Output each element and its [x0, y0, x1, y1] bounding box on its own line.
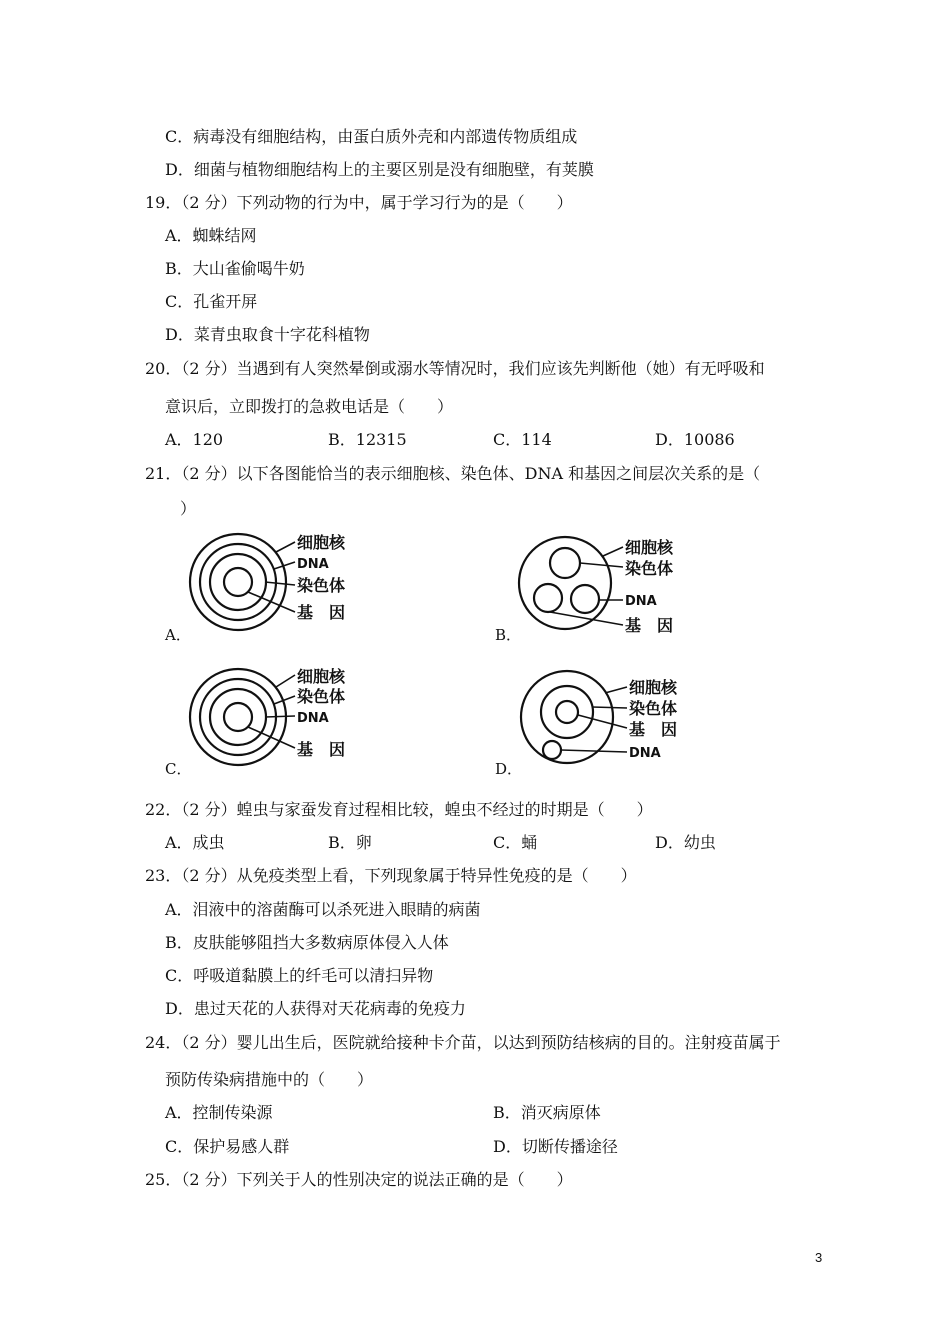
gene-circle	[224, 568, 252, 596]
q21-figure-b-letter: B．	[495, 626, 522, 644]
q24-stem-line2: 预防传染病措施中的（ ）	[165, 1070, 374, 1089]
dna-circle	[543, 741, 561, 759]
dna-circle	[534, 584, 562, 612]
q23-option-b: B．皮肤能够阻挡大多数病原体侵入人体	[165, 933, 449, 952]
q19-option-d: D．菜青虫取食十字花科植物	[165, 325, 370, 344]
q24-stem-line1: 24．（2 分）婴儿出生后，医院就给接种卡介苗，以达到预防结核病的目的。注射疫苗属于	[145, 1033, 781, 1052]
pointer-line	[276, 675, 295, 687]
q19-option-b: B．大山雀偷喝牛奶	[165, 259, 305, 278]
pointer-line	[578, 715, 627, 728]
q21-figure-b	[510, 525, 700, 640]
q24-option-b: B．消灭病原体	[493, 1103, 601, 1122]
pointer-line	[276, 542, 295, 552]
pointer-line	[265, 716, 295, 717]
chromosome-circle	[541, 686, 593, 738]
pointer-line	[248, 727, 295, 748]
q21-figure-d	[510, 660, 700, 775]
label-nucleus: 细胞核	[629, 678, 678, 697]
label-gene: 基 因	[625, 616, 674, 635]
q22-option-b: B．卵	[328, 833, 372, 852]
q21-stem-line1: 21．（2 分）以下各图能恰当的表示细胞核、染色体、DNA 和基因之间层次关系的是（	[145, 464, 761, 483]
q22-option-a: A．成虫	[165, 833, 225, 852]
chromosome-circle	[210, 554, 266, 610]
q20-stem-line2: 意识后，立即拨打的急救电话是（ ）	[165, 397, 454, 416]
q20-option-d: D．10086	[655, 430, 735, 449]
q20-option-b: B．12315	[328, 430, 407, 449]
pointer-line	[580, 563, 623, 567]
q19-option-c: C．孔雀开屏	[165, 292, 258, 311]
pointer-line	[605, 687, 627, 693]
pointer-line	[248, 592, 295, 612]
q24-option-d: D．切断传播途径	[493, 1137, 618, 1156]
label-dna: DNA	[625, 594, 657, 609]
gene-circle	[571, 585, 599, 613]
q21-figure-a	[180, 525, 370, 640]
pointer-line	[265, 582, 295, 585]
label-nucleus: 细胞核	[297, 667, 346, 686]
q23-option-c: C．呼吸道黏膜上的纤毛可以清扫异物	[165, 966, 434, 985]
label-nucleus: 细胞核	[297, 533, 346, 552]
label-chromosome: 染色体	[297, 687, 346, 706]
label-chromosome: 染色体	[625, 559, 674, 578]
q21-figure-d-letter: D．	[495, 760, 523, 778]
prev-option-c: C．病毒没有细胞结构，由蛋白质外壳和内部遗传物质组成	[165, 127, 578, 146]
q21-figure-a-letter: A．	[165, 626, 191, 644]
gene-circle	[224, 703, 252, 731]
dna-circle	[200, 544, 276, 620]
q23-option-a: A．泪液中的溶菌酶可以杀死进入眼睛的病菌	[165, 900, 481, 919]
q19-option-a: A．蜘蛛结网	[165, 226, 257, 245]
q20-option-c: C．114	[493, 430, 552, 449]
nucleus-circle	[521, 671, 613, 763]
q24-option-c: C．保护易感人群	[165, 1137, 290, 1156]
chromosome-circle	[550, 548, 580, 578]
prev-option-d: D．细菌与植物细胞结构上的主要区别是没有细胞壁，有荚膜	[165, 160, 594, 179]
dna-circle	[210, 689, 266, 745]
q24-option-a: A．控制传染源	[165, 1103, 273, 1122]
label-gene: 基 因	[629, 720, 678, 739]
q23-stem: 23．（2 分）从免疫类型上看，下列现象属于特异性免疫的是（ ）	[145, 866, 637, 885]
gene-circle	[556, 701, 578, 723]
q20-stem-line1: 20．（2 分）当遇到有人突然晕倒或溺水等情况时，我们应该先判断他（她）有无呼吸和	[145, 359, 765, 378]
q22-option-d: D．幼虫	[655, 833, 716, 852]
q21-figure-c	[180, 660, 370, 775]
q20-option-a: A．120	[165, 430, 224, 449]
pointer-line	[561, 750, 627, 752]
q19-stem: 19．（2 分）下列动物的行为中，属于学习行为的是（ ）	[145, 193, 573, 212]
q23-option-d: D．患过天花的人获得对天花病毒的免疫力	[165, 999, 466, 1018]
label-gene: 基 因	[297, 740, 346, 759]
q21-stem-line2: ）	[180, 499, 197, 518]
pointer-line	[603, 547, 623, 556]
q25-stem: 25．（2 分）下列关于人的性别决定的说法正确的是（ ）	[145, 1170, 573, 1189]
q21-figure-c-letter: C．	[165, 760, 192, 778]
label-chromosome: 染色体	[297, 576, 346, 595]
label-gene: 基 因	[297, 603, 346, 622]
label-chromosome: 染色体	[629, 699, 678, 718]
q22-stem: 22．（2 分）蝗虫与家蚕发育过程相比较，蝗虫不经过的时期是（ ）	[145, 800, 653, 819]
label-dna: DNA	[629, 746, 661, 761]
label-dna: DNA	[297, 711, 329, 726]
label-dna: DNA	[297, 557, 329, 572]
pointer-line	[592, 707, 627, 708]
chromosome-circle	[200, 679, 276, 755]
q22-option-c: C．蛹	[493, 833, 538, 852]
page-number: 3	[815, 1250, 823, 1265]
label-nucleus: 细胞核	[625, 538, 674, 557]
